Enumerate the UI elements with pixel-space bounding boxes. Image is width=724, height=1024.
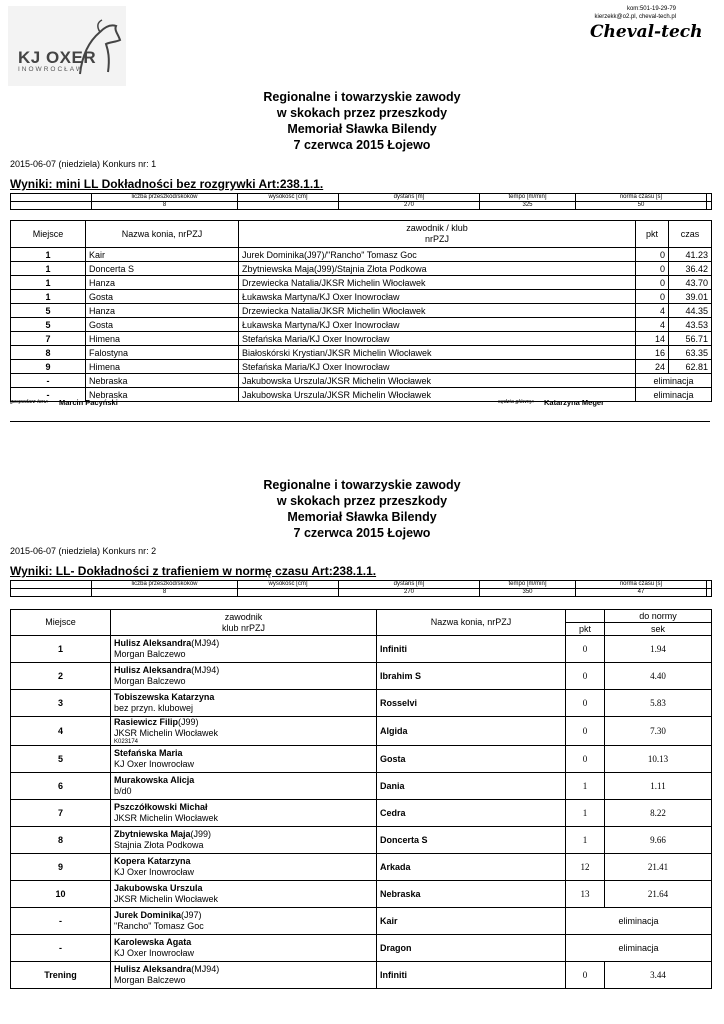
- event-line-4: 7 czerwca 2015 Łojewo: [293, 526, 431, 540]
- param-header: liczba przeszkód/skoków: [92, 194, 238, 202]
- cell-horse: Dania: [377, 773, 566, 800]
- cell-pkt: 0: [566, 746, 605, 773]
- rider-name: Hulisz Aleksandra: [114, 665, 192, 675]
- cell-pkt: 14: [636, 332, 669, 346]
- table-row: [11, 935, 712, 962]
- cell-pkt: 12: [566, 854, 605, 881]
- param-header: tempo [m/min]: [480, 194, 576, 202]
- cell-pkt: 1: [566, 800, 605, 827]
- param-value: 350: [480, 589, 576, 597]
- cell-rider: Drzewiecka Natalia/JKSR Michelin Włocławek: [239, 276, 636, 290]
- param-header: liczba przeszkód/skoków: [92, 581, 238, 589]
- cell-time: 63.35: [669, 346, 712, 360]
- cell-place: 10: [11, 881, 111, 908]
- param-value: [238, 589, 339, 597]
- rider-name: Murakowska Alicja: [114, 775, 195, 785]
- contact-phone: kom:501-19-29-79: [626, 6, 676, 12]
- param-header: wysokość [cm]: [238, 194, 339, 202]
- table-row: [11, 290, 712, 304]
- cell-rider: [111, 962, 377, 989]
- rider-club: Morgan Balczewo: [114, 975, 186, 985]
- rider-club: Stajnia Złota Podkowa: [114, 840, 204, 850]
- cell-rider: [111, 690, 377, 717]
- param-header: norma czasu [s]: [576, 581, 707, 589]
- table-row: [11, 248, 712, 262]
- cell-place: 3: [11, 690, 111, 717]
- cell-pkt: 0: [636, 290, 669, 304]
- col-header-rider: zawodnik klub nrPZJ: [111, 610, 377, 636]
- param-value: 270: [339, 202, 480, 210]
- cell-time: 39.01: [669, 290, 712, 304]
- cell-horse: Nebraska: [377, 881, 566, 908]
- cell-sek: 5.83: [605, 690, 712, 717]
- cell-time: 41.23: [669, 248, 712, 262]
- contest2-title: Wyniki: LL- Dokładności z trafieniem w normę czasu Art:238.1.1.: [10, 564, 377, 578]
- cell-pkt: 24: [636, 360, 669, 374]
- cell-horse: Dragon: [377, 935, 566, 962]
- cell-place: 7: [11, 800, 111, 827]
- section-divider: [10, 421, 710, 422]
- param-header: norma czasu [s]: [576, 194, 707, 202]
- table-row: [11, 262, 712, 276]
- cell-sek: 7.30: [605, 717, 712, 746]
- col-header-norm: do normy: [605, 610, 712, 623]
- cell-pkt: 1: [566, 827, 605, 854]
- rider-code: (J97): [181, 910, 202, 920]
- rider-code: (J99): [178, 717, 199, 727]
- table-row: [11, 318, 712, 332]
- table-row: [11, 663, 712, 690]
- host-label: gospodarz toru:: [10, 399, 49, 405]
- cell-place: -: [11, 374, 86, 388]
- contest2-meta: 2015-06-07 (niedziela) Konkurs nr: 2: [10, 546, 157, 556]
- cell-rider: [111, 827, 377, 854]
- col-header-horse: Nazwa konia, nrPZJ: [86, 221, 239, 248]
- event-line-1: Regionalne i towarzyskie zawody: [263, 478, 461, 492]
- cell-place: -: [11, 935, 111, 962]
- cell-place: 4: [11, 717, 111, 746]
- table-row: [11, 346, 712, 360]
- cell-rider: [111, 854, 377, 881]
- rider-club: bez przyn. klubowej: [114, 703, 194, 713]
- rider-name: Hulisz Aleksandra: [114, 964, 192, 974]
- param-header: dystans [m]: [339, 194, 480, 202]
- cell-sek: 21.41: [605, 854, 712, 881]
- cell-time: 36.42: [669, 262, 712, 276]
- cell-horse: Himena: [86, 332, 239, 346]
- rider-club: b/d0: [114, 786, 132, 796]
- table-row: [11, 854, 712, 881]
- rider-club: Morgan Balczewo: [114, 649, 186, 659]
- cell-rider: [111, 773, 377, 800]
- cell-pkt: 0: [636, 248, 669, 262]
- cell-pkt: 0: [566, 636, 605, 663]
- cell-pkt: 4: [636, 318, 669, 332]
- cell-rider: [111, 663, 377, 690]
- cell-sek: 8.22: [605, 800, 712, 827]
- cell-time: 44.35: [669, 304, 712, 318]
- rider-name: Zbytniewska Maja: [114, 829, 191, 839]
- host-name: Marcin Pacyński: [59, 398, 118, 407]
- cell-rider: Stefańska Maria/KJ Oxer Inowrocław: [239, 332, 636, 346]
- cell-place: 1: [11, 636, 111, 663]
- cell-place: 1: [11, 248, 86, 262]
- param-header: tempo [m/min]: [480, 581, 576, 589]
- cell-rider: Jakubowska Urszula/JKSR Michelin Włocławek: [239, 388, 636, 402]
- cell-rider: Jurek Dominika(J97)/"Rancho" Tomasz Goc: [239, 248, 636, 262]
- rider-name: Tobiszewska Katarzyna: [114, 692, 215, 702]
- table-row: [11, 276, 712, 290]
- table-row: [11, 800, 712, 827]
- cell-pkt: 0: [566, 663, 605, 690]
- contact-email: kierzekk@o2.pl, cheval-tech.pl: [594, 14, 676, 20]
- param-value: 47: [576, 589, 707, 597]
- judge-name: Katarzyna Meger: [544, 398, 605, 407]
- rider-name: Jurek Dominika: [114, 910, 182, 920]
- table-row: [11, 746, 712, 773]
- rider-code: (MJ94): [191, 665, 220, 675]
- cell-pkt: 0: [566, 962, 605, 989]
- cell-rider: Jakubowska Urszula/JKSR Michelin Włocławek: [239, 374, 636, 388]
- cell-time: 56.71: [669, 332, 712, 346]
- cell-horse: Doncerta S: [377, 827, 566, 854]
- cell-rider: [111, 881, 377, 908]
- rider-license: K023174: [114, 739, 139, 745]
- col-header-pkt: pkt: [566, 623, 605, 636]
- judge-label: sędzia główny:: [498, 399, 535, 405]
- cell-pkt: 1: [566, 773, 605, 800]
- rider-name: Hulisz Aleksandra: [114, 638, 192, 648]
- cell-pkt: 13: [566, 881, 605, 908]
- rider-club: KJ Oxer Inowrocław: [114, 867, 195, 877]
- cell-pkt: 4: [636, 304, 669, 318]
- cell-horse: Kair: [377, 908, 566, 935]
- cell-horse: Nebraska: [86, 374, 239, 388]
- cell-sek: 21.64: [605, 881, 712, 908]
- rider-club: KJ Oxer Inowrocław: [114, 759, 195, 769]
- cell-place: 5: [11, 746, 111, 773]
- param-value: 8: [92, 202, 238, 210]
- rider-name: Kopera Katarzyna: [114, 856, 191, 866]
- cell-status: eliminacja: [566, 935, 712, 962]
- cell-place: 8: [11, 827, 111, 854]
- cell-place: -: [11, 388, 86, 402]
- rider-club: JKSR Michelin Włocławek: [114, 813, 219, 823]
- cell-pkt: 0: [566, 717, 605, 746]
- col-header-sek: sek: [605, 623, 712, 636]
- param-value: 325: [480, 202, 576, 210]
- cell-horse: Ibrahim S: [377, 663, 566, 690]
- table-row: [11, 304, 712, 318]
- contest1-meta: 2015-06-07 (niedziela) Konkurs nr: 1: [10, 159, 157, 169]
- contest1-results-table: [10, 220, 712, 402]
- cell-sek: 1.94: [605, 636, 712, 663]
- cell-rider: Łukawska Martyna/KJ Oxer Inowrocław: [239, 318, 636, 332]
- table-row: [11, 908, 712, 935]
- cell-place: 1: [11, 276, 86, 290]
- cell-pkt: 0: [636, 276, 669, 290]
- cell-place: 1: [11, 290, 86, 304]
- cell-pkt: 0: [636, 262, 669, 276]
- cell-pkt: 16: [636, 346, 669, 360]
- event-title: [0, 89, 724, 153]
- rider-club: JKSR Michelin Włocławek: [114, 894, 219, 904]
- cell-place: 9: [11, 854, 111, 881]
- cell-place: 7: [11, 332, 86, 346]
- rider-club: Morgan Balczewo: [114, 676, 186, 686]
- cell-horse: Hanza: [86, 276, 239, 290]
- rider-club: JKSR Michelin Włocławek: [114, 728, 219, 738]
- col-header-time: czas: [669, 221, 712, 248]
- rider-code: (J99): [190, 829, 212, 839]
- cell-place: 2: [11, 663, 111, 690]
- table-row: [11, 773, 712, 800]
- contest2-params-table: [10, 580, 712, 597]
- param-header: wysokość [cm]: [238, 581, 339, 589]
- cell-rider: [111, 800, 377, 827]
- cell-sek: 10.13: [605, 746, 712, 773]
- cell-time: 43.70: [669, 276, 712, 290]
- table-row: [11, 881, 712, 908]
- cell-rider: Łukawska Martyna/KJ Oxer Inowrocław: [239, 290, 636, 304]
- cell-place: 9: [11, 360, 86, 374]
- logo-main-text: KJ OXER: [18, 48, 97, 67]
- rider-club: KJ Oxer Inowrocław: [114, 948, 195, 958]
- cell-horse: Nebraska: [86, 388, 239, 402]
- cell-place: 1: [11, 262, 86, 276]
- cell-horse: Rosselvi: [377, 690, 566, 717]
- cell-horse: Hanza: [86, 304, 239, 318]
- event-line-3: Memoriał Sławka Bilendy: [287, 510, 437, 524]
- cell-rider: Drzewiecka Natalia/JKSR Michelin Włocławek: [239, 304, 636, 318]
- param-value: 8: [92, 589, 238, 597]
- table-row: [11, 962, 712, 989]
- table-row: [11, 827, 712, 854]
- rider-club: "Rancho" Tomasz Goc: [114, 921, 204, 931]
- cell-pkt: 0: [566, 690, 605, 717]
- cell-sek: 9.66: [605, 827, 712, 854]
- cell-place: 6: [11, 773, 111, 800]
- cell-rider: [111, 908, 377, 935]
- cell-horse: Algida: [377, 717, 566, 746]
- cell-rider: [111, 717, 377, 746]
- cell-horse: Falostyna: [86, 346, 239, 360]
- cell-status: eliminacja: [566, 908, 712, 935]
- event-line-2: w skokach przez przeszkody: [276, 494, 448, 508]
- rider-name: Jakubowska Urszula: [114, 883, 203, 893]
- cell-sek: 4.40: [605, 663, 712, 690]
- table-row: [11, 690, 712, 717]
- table-row: [11, 636, 712, 663]
- param-value: 270: [339, 589, 480, 597]
- cell-time: 43.53: [669, 318, 712, 332]
- rider-name: Stefańska Maria: [114, 748, 183, 758]
- rider-code: (MJ94): [191, 638, 220, 648]
- cell-rider: Zbytniewska Maja(J99)/Stajnia Złota Podkowa: [239, 262, 636, 276]
- event-title-2: [0, 477, 724, 541]
- cell-place: 8: [11, 346, 86, 360]
- param-value: 50: [576, 202, 707, 210]
- param-value: [238, 202, 339, 210]
- table-row: [11, 332, 712, 346]
- cell-place: 5: [11, 318, 86, 332]
- cell-horse: Gosta: [86, 318, 239, 332]
- event-line-4: 7 czerwca 2015 Łojewo: [293, 138, 431, 152]
- cell-place: Trening: [11, 962, 111, 989]
- rider-code: (MJ94): [191, 964, 220, 974]
- contest2-results-table: [10, 609, 712, 989]
- cell-time: 62.81: [669, 360, 712, 374]
- cell-sek: 3.44: [605, 962, 712, 989]
- col-header-place: Miejsce: [11, 221, 86, 248]
- cell-rider: Białoskórski Krystian/JKSR Michelin Włocławek: [239, 346, 636, 360]
- col-header-horse: Nazwa konia, nrPZJ: [377, 610, 566, 636]
- rider-name: Pszczółkowski Michał: [114, 802, 208, 812]
- col-header-rider: zawodnik / klub nrPZJ: [239, 221, 636, 248]
- rider-name: Karolewska Agata: [114, 937, 192, 947]
- cell-status: eliminacja: [636, 388, 712, 402]
- contest1-params-table: [10, 193, 712, 210]
- cell-horse: Gosta: [86, 290, 239, 304]
- rider-name: Rasiewicz Filip: [114, 717, 179, 727]
- table-row: [11, 717, 712, 746]
- cell-rider: [111, 636, 377, 663]
- col-header-pkt: pkt: [636, 221, 669, 248]
- cell-place: -: [11, 908, 111, 935]
- col-header-place: Miejsce: [11, 610, 111, 636]
- cell-rider: [111, 746, 377, 773]
- table-row: [11, 360, 712, 374]
- param-header: dystans [m]: [339, 581, 480, 589]
- logo-sub-text: INOWROCŁAW: [18, 66, 84, 73]
- cell-horse: Doncerta S: [86, 262, 239, 276]
- cell-horse: Cedra: [377, 800, 566, 827]
- cell-rider: Stefańska Maria/KJ Oxer Inowrocław: [239, 360, 636, 374]
- cell-horse: Kair: [86, 248, 239, 262]
- event-line-2: w skokach przez przeszkody: [276, 106, 448, 120]
- cell-sek: 1.11: [605, 773, 712, 800]
- cell-horse: Infiniti: [377, 962, 566, 989]
- contest1-title: Wyniki: mini LL Dokładności bez rozgrywki Art:238.1.1.: [10, 177, 324, 191]
- cell-rider: [111, 935, 377, 962]
- cell-horse: Himena: [86, 360, 239, 374]
- event-line-3: Memoriał Sławka Bilendy: [287, 122, 437, 136]
- cell-horse: Arkada: [377, 854, 566, 881]
- cell-status: eliminacja: [636, 374, 712, 388]
- cell-horse: Infiniti: [377, 636, 566, 663]
- table-row: [11, 374, 712, 388]
- cell-horse: Gosta: [377, 746, 566, 773]
- event-line-1: Regionalne i towarzyskie zawody: [263, 90, 461, 104]
- cell-place: 5: [11, 304, 86, 318]
- brand-logo: Cheval-tech: [590, 22, 703, 42]
